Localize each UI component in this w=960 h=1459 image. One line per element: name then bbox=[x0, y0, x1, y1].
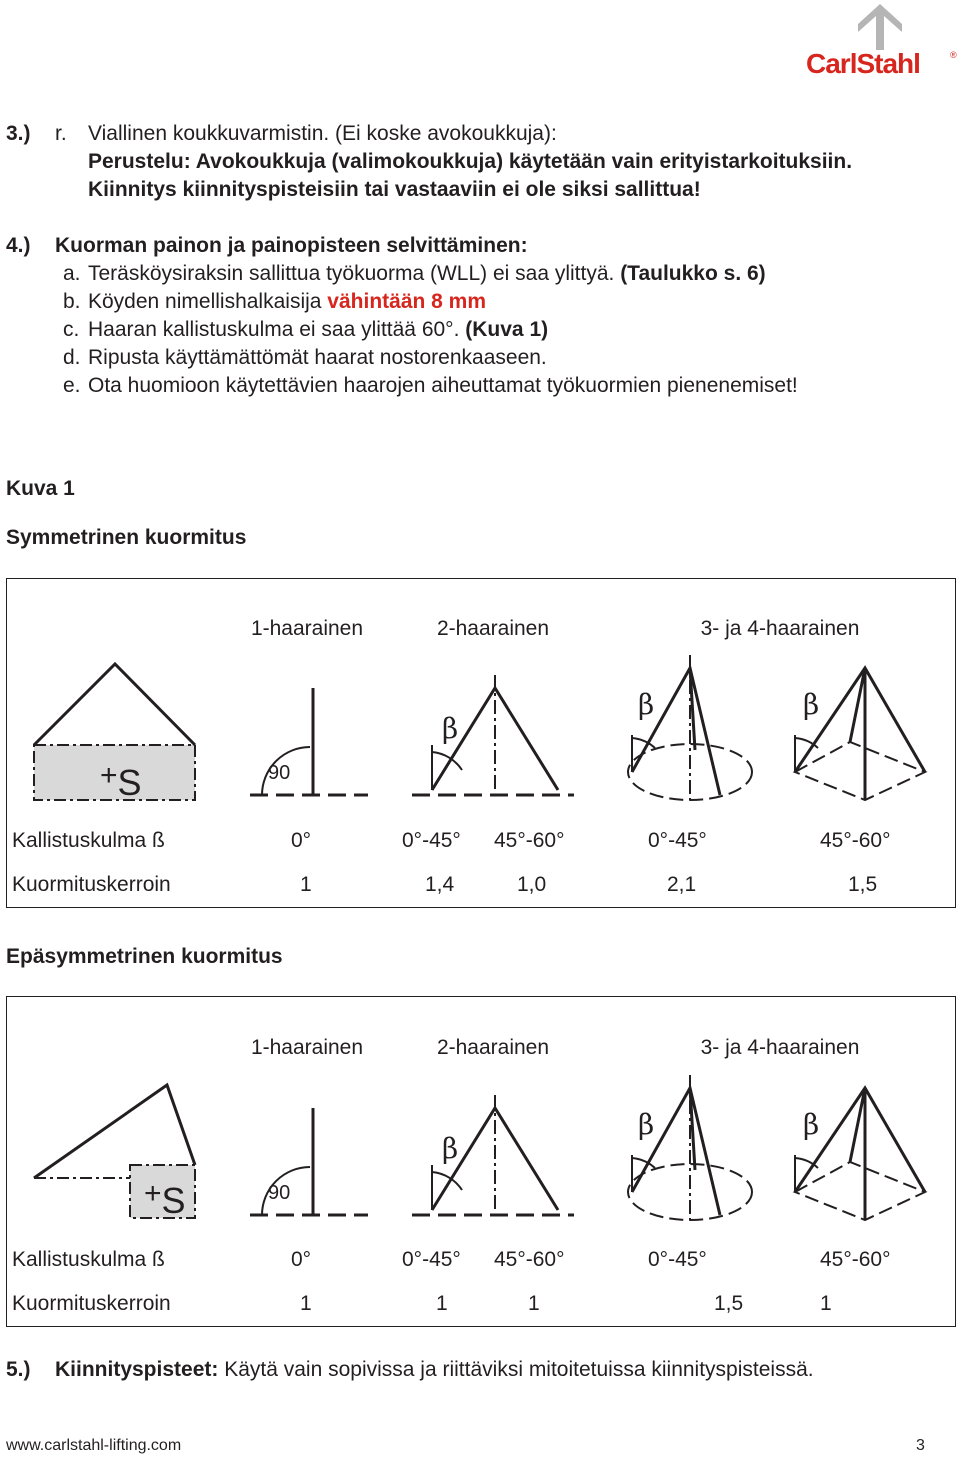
section4-d-label: d. bbox=[63, 346, 81, 369]
asym-row2-val-1: 1 bbox=[300, 1292, 312, 1315]
figure-title: Kuva 1 bbox=[6, 477, 75, 500]
asym-beta-2leg: β bbox=[442, 1132, 459, 1165]
section4-c-text: Haaran kallistuskulma ei saa ylittää 60°. bbox=[88, 318, 460, 341]
section4-c-label: c. bbox=[63, 318, 80, 341]
section5-title: Kiinnityspisteet: bbox=[55, 1358, 219, 1381]
asym-row1-val-5: 45°-60° bbox=[820, 1248, 891, 1271]
section4-a-text: Teräsköysiraksin sallittua työkuorma (WLL) ei saa ylittyä. bbox=[88, 262, 615, 285]
asym-load-label: +S bbox=[144, 1177, 186, 1221]
sym-row2-val-2: 1,4 bbox=[425, 873, 455, 896]
section4-b-highlight: vähintään 8 mm bbox=[327, 290, 487, 313]
logo-text: CarlStahl bbox=[806, 48, 920, 79]
section4-b-label: b. bbox=[63, 290, 81, 313]
asym-row1-val-3: 45°-60° bbox=[494, 1248, 565, 1271]
asym-beta-3leg: β bbox=[638, 1108, 655, 1141]
section4-title: Kuorman painon ja painopisteen selvittäminen: bbox=[55, 234, 528, 257]
section5-item bbox=[55, 1357, 814, 1383]
section4-e-text: Ota huomioon käytettävien haarojen aiheuttamat työkuormien pienenemiset! bbox=[88, 374, 798, 397]
asym-angle-90: 90 bbox=[268, 1182, 291, 1204]
sym-col-1-haarainen: 1-haarainen bbox=[250, 617, 364, 640]
asym-col-2-haarainen: 2-haarainen bbox=[436, 1036, 550, 1059]
asym-row2-val-3: 1 bbox=[528, 1292, 540, 1315]
section4-b-text: Köyden nimellishalkaisija bbox=[88, 290, 322, 313]
section4-number: 4.) bbox=[6, 234, 31, 257]
asym-row2-val-5: 1 bbox=[820, 1292, 832, 1315]
sym-load-label: +S bbox=[100, 759, 142, 803]
asym-row2-val-2: 1 bbox=[436, 1292, 448, 1315]
sym-row2-val-1: 1 bbox=[300, 873, 312, 896]
asymmetric-heading: Epäsymmetrinen kuormitus bbox=[6, 945, 283, 968]
sym-row1-val-2: 0°-45° bbox=[402, 829, 461, 852]
asym-col-3-4-haarainen: 3- ja 4-haarainen bbox=[700, 1036, 860, 1059]
asym-row1-val-2: 0°-45° bbox=[402, 1248, 461, 1271]
section4-d-text: Ripusta käyttämättömät haarat nostorenkaaseen. bbox=[88, 346, 547, 369]
logo-registered: ® bbox=[950, 50, 957, 60]
asym-beta-4leg: β bbox=[803, 1108, 820, 1141]
sym-beta-2leg: β bbox=[442, 712, 459, 745]
asym-row2-val-4: 1,5 bbox=[714, 1292, 744, 1315]
sym-row1-val-4: 0°-45° bbox=[648, 829, 707, 852]
asym-col-1-haarainen: 1-haarainen bbox=[250, 1036, 364, 1059]
section3-line2: Perustelu: Avokoukkuja (valimokoukkuja) käytetään vain erityistarkoituksiin. bbox=[88, 150, 853, 173]
sym-col-3-4-haarainen: 3- ja 4-haarainen bbox=[700, 617, 860, 640]
section5-number: 5.) bbox=[6, 1358, 31, 1381]
asym-row1-val-4: 0°-45° bbox=[648, 1248, 707, 1271]
section4-c-ref: (Kuva 1) bbox=[465, 318, 549, 341]
asym-row1-label: Kallistuskulma ß bbox=[12, 1248, 165, 1271]
section3-line1: Viallinen koukkuvarmistin. (Ei koske avokoukkuja): bbox=[88, 122, 557, 145]
sym-row1-val-3: 45°-60° bbox=[494, 829, 565, 852]
section3-letter: r. bbox=[55, 122, 67, 145]
section4-a-label: a. bbox=[63, 262, 81, 285]
sym-row2-val-5: 1,5 bbox=[848, 873, 878, 896]
section3-number: 3.) bbox=[6, 122, 31, 145]
section5-text: Käytä vain sopivissa ja riittäviksi mitoitetuissa kiinnityspisteissä. bbox=[224, 1358, 814, 1381]
section4-e-label: e. bbox=[63, 374, 81, 397]
footer-page-number: 3 bbox=[916, 1437, 925, 1454]
asym-row1-val-1: 0° bbox=[291, 1248, 312, 1271]
sym-col-2-haarainen: 2-haarainen bbox=[436, 617, 550, 640]
symmetric-heading: Symmetrinen kuormitus bbox=[6, 526, 247, 549]
asym-row2-label: Kuormituskerroin bbox=[12, 1292, 171, 1315]
sym-row2-val-3: 1,0 bbox=[517, 873, 547, 896]
sym-row2-val-4: 2,1 bbox=[667, 873, 697, 896]
section4-a-ref: (Taulukko s. 6) bbox=[620, 262, 766, 285]
sym-beta-4leg: β bbox=[803, 688, 820, 721]
asym-4-leg-base bbox=[795, 1162, 925, 1220]
section3-line3: Kiinnitys kiinnityspisteisiin tai vastaaviin ei ole siksi sallittua! bbox=[88, 178, 701, 201]
sym-row1-val-1: 0° bbox=[291, 829, 312, 852]
sym-beta-3leg: β bbox=[638, 688, 655, 721]
sym-row1-label: Kallistuskulma ß bbox=[12, 829, 165, 852]
sym-row1-val-5: 45°-60° bbox=[820, 829, 891, 852]
footer-url-link[interactable]: www.carlstahl-lifting.com bbox=[6, 1437, 182, 1454]
sym-row2-label: Kuormituskerroin bbox=[12, 873, 171, 896]
sym-angle-90: 90 bbox=[268, 762, 291, 784]
